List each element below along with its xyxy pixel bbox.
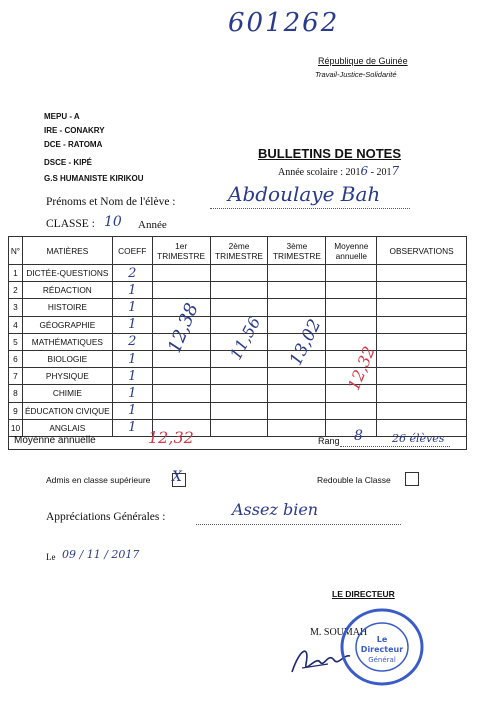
observation-cell <box>377 368 467 385</box>
row-subject: PHYSIQUE <box>22 368 112 385</box>
row-coeff: 1 <box>112 316 152 333</box>
row-number: 5 <box>9 333 23 350</box>
admis-check-mark: X <box>172 469 182 485</box>
trim3-cell <box>268 299 326 316</box>
table-row <box>9 402 467 419</box>
row-coeff: 1 <box>112 282 152 299</box>
school-year-hand: 6 <box>360 164 369 178</box>
row-subject: ÉDUCATION CIVIQUE <box>22 402 112 419</box>
row-subject: BIOLOGIE <box>22 350 112 367</box>
table-row <box>9 265 467 282</box>
col-header-subject: MATIÈRES <box>22 237 112 265</box>
student-label: Prénoms et Nom de l'élève : <box>46 196 176 208</box>
col-header-trim1: 1er TRIMESTRE <box>152 237 210 265</box>
observation-cell <box>377 299 467 316</box>
svg-text:Le: Le <box>376 635 388 644</box>
row-number: 6 <box>9 350 23 367</box>
student-name-line <box>210 208 410 209</box>
table-row <box>9 299 467 316</box>
observation-cell <box>377 316 467 333</box>
row-number: 2 <box>9 282 23 299</box>
trim2-cell <box>210 265 268 282</box>
observation-cell <box>377 402 467 419</box>
trim1-cell <box>152 385 210 402</box>
rank-label: Rang <box>318 436 340 446</box>
school-year-mid: - 201 <box>368 167 392 178</box>
annual-cell <box>326 402 377 419</box>
table-header-row <box>9 237 467 265</box>
svg-text:Directeur: Directeur <box>360 645 404 654</box>
col-header-number: N° <box>9 237 23 265</box>
col-header-annual: Moyenne annuelle <box>326 237 377 265</box>
observation-cell <box>377 265 467 282</box>
document-number: 601262 <box>228 8 340 38</box>
admin-line: DSCE - KIPÉ <box>44 158 93 167</box>
class-value: 10 <box>104 214 122 230</box>
row-number: 9 <box>9 402 23 419</box>
svg-text:Général: Général <box>368 656 396 664</box>
row-number: 4 <box>9 316 23 333</box>
trim1-cell <box>152 282 210 299</box>
row-number: 1 <box>9 265 23 282</box>
row-coeff: 1 <box>112 385 152 402</box>
col-header-observations: OBSERVATIONS <box>377 237 467 265</box>
trim2-cell <box>210 299 268 316</box>
row-subject: HISTOIRE <box>22 299 112 316</box>
table-row <box>9 385 467 402</box>
col-header-trim2: 2ème TRIMESTRE <box>210 237 268 265</box>
observation-cell <box>377 385 467 402</box>
redouble-label: Redouble la Classe <box>317 475 391 485</box>
row-coeff: 2 <box>112 333 152 350</box>
trim3-cell <box>268 265 326 282</box>
class-label: CLASSE : <box>46 218 95 230</box>
trim2-cell <box>210 402 268 419</box>
row-coeff: 1 <box>112 350 152 367</box>
row-subject: DICTÉE-QUESTIONS <box>22 265 112 282</box>
date-label: Le <box>46 552 56 562</box>
col-header-trim3: 3ème TRIMESTRE <box>268 237 326 265</box>
observation-cell <box>377 282 467 299</box>
row-subject: RÉDACTION <box>22 282 112 299</box>
appreciation-label: Appréciations Générales : <box>46 511 166 523</box>
col-header-coeff: COEFF <box>112 237 152 265</box>
appreciation-value: Assez bien <box>232 500 319 519</box>
school-stamp <box>338 606 426 688</box>
rank-line <box>340 446 450 447</box>
admin-line: IRE - CONAKRY <box>44 126 105 135</box>
director-name: M. SOUMAH <box>310 627 368 638</box>
trim2-cell <box>210 368 268 385</box>
student-name: Abdoulaye Bah <box>228 182 381 206</box>
annual-value: 12,32 <box>344 343 379 394</box>
trim3-value: 13,02 <box>286 316 326 369</box>
admin-line: DCE - RATOMA <box>44 140 103 149</box>
trim3-cell <box>268 402 326 419</box>
row-coeff: 1 <box>112 368 152 385</box>
trim2-value: 11,56 <box>226 313 265 363</box>
annual-average-label: Moyenne annuelle <box>14 435 96 446</box>
row-coeff: 1 <box>112 299 152 316</box>
annual-cell <box>326 299 377 316</box>
trim1-cell <box>152 265 210 282</box>
observation-cell <box>377 350 467 367</box>
row-subject: CHIMIE <box>22 385 112 402</box>
annual-cell <box>326 282 377 299</box>
document-title: BULLETINS DE NOTES <box>258 146 402 161</box>
trim1-cell <box>152 368 210 385</box>
school-year <box>278 164 399 178</box>
row-coeff: 1 <box>112 402 152 419</box>
row-number: 7 <box>9 368 23 385</box>
row-coeff: 2 <box>112 265 152 282</box>
row-subject: GÉOGRAPHIE <box>22 316 112 333</box>
admis-label: Admis en classe supérieure <box>46 475 151 485</box>
trim3-cell <box>268 368 326 385</box>
table-row <box>9 368 467 385</box>
row-number: 3 <box>9 299 23 316</box>
redouble-checkbox[interactable] <box>405 472 419 486</box>
annual-cell <box>326 316 377 333</box>
row-subject: ANGLAIS <box>22 419 112 436</box>
admin-line: G.S HUMANISTE KIRIKOU <box>44 174 144 183</box>
trim3-cell <box>268 282 326 299</box>
annual-average-value: 12,32 <box>148 428 194 447</box>
trim2-cell <box>210 282 268 299</box>
observation-cell <box>377 333 467 350</box>
class-suffix: Année <box>138 219 167 231</box>
admin-line: MEPU - A <box>44 112 80 121</box>
trim1-value: 12,38 <box>164 300 203 356</box>
row-number: 8 <box>9 385 23 402</box>
director-label: LE DIRECTEUR <box>332 589 395 599</box>
rank-suffix: 26 élèves <box>392 432 445 445</box>
date-value: 09 / 11 / 2017 <box>62 548 140 561</box>
motto: Travail-Justice-Solidarité <box>315 70 397 79</box>
trim2-cell <box>210 385 268 402</box>
school-year-label: Année scolaire : 201 <box>278 167 361 178</box>
republic-title: République de Guinée <box>318 56 408 66</box>
trim3-cell <box>268 385 326 402</box>
table-row <box>9 282 467 299</box>
school-year-hand: 7 <box>391 164 400 178</box>
annual-cell <box>326 265 377 282</box>
row-subject: MATHÉMATIQUES <box>22 333 112 350</box>
row-coeff: 1 <box>112 419 152 436</box>
appreciation-line <box>196 524 401 525</box>
trim1-cell <box>152 402 210 419</box>
admin-block <box>44 110 144 186</box>
rank-value: 8 <box>354 428 363 444</box>
row-number: 10 <box>9 419 23 436</box>
